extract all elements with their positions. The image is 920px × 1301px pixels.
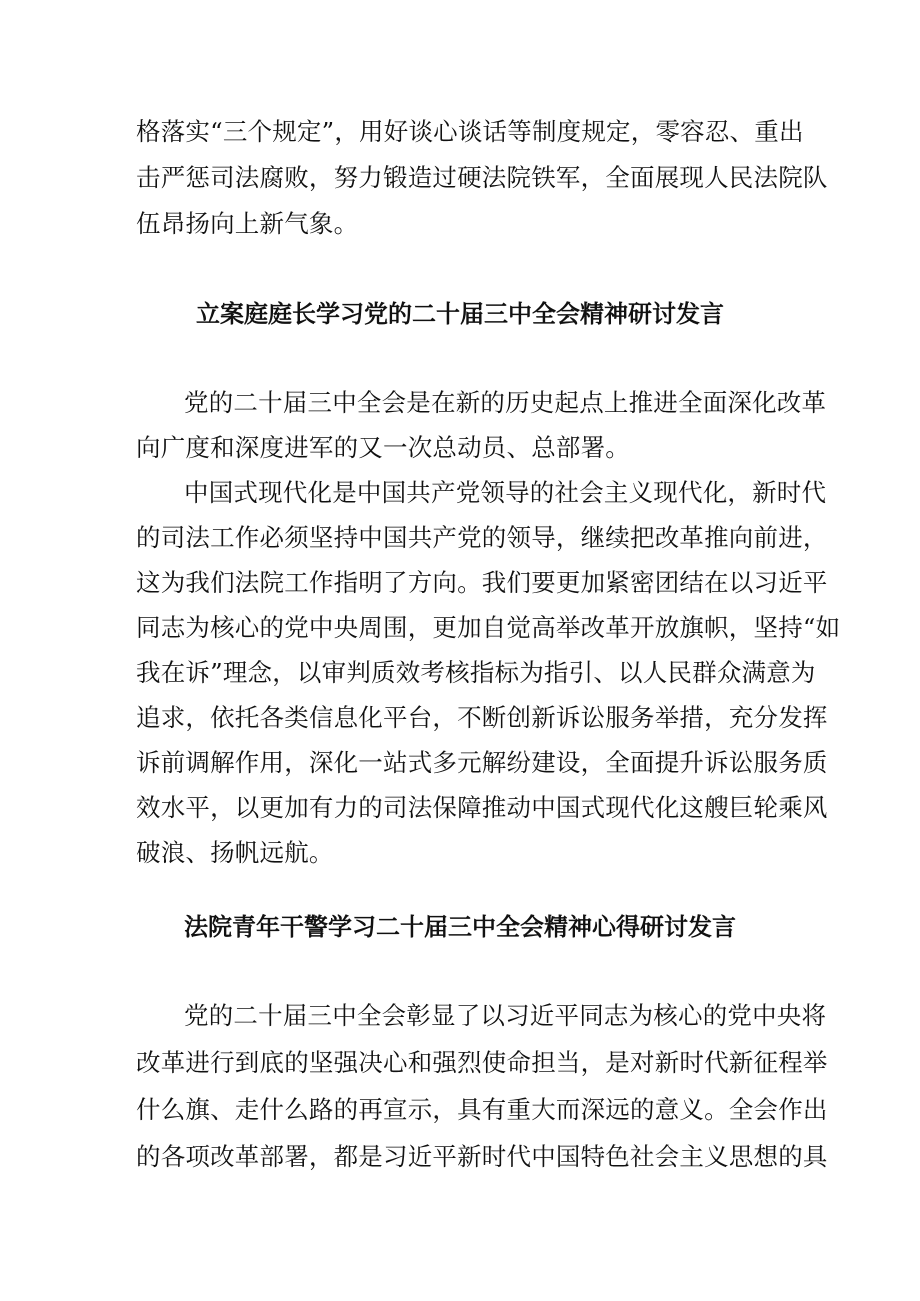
paragraph-line: 格落实“三个规定”，用好谈心谈话等制度规定，零容忍、重出 <box>136 117 804 146</box>
paragraph-line: 我在诉”理念，以审判质效考核指标为指引、以人民群众满意为 <box>136 658 816 687</box>
paragraph-line: 追求，依托各类信息化平台，不断创新诉讼服务举措，充分发挥 <box>136 703 828 732</box>
paragraph-line: 击严惩司法腐败，努力锻造过硬法院铁军，全面展现人民法院队 <box>136 163 828 192</box>
section-heading: 法院青年干警学习二十届三中全会精神心得研讨发言 <box>184 912 736 941</box>
paragraph-line: 破浪、扬帆远航。 <box>136 838 334 867</box>
paragraph-line: 什么旗、走什么路的再宣示，具有重大而深远的意义。全会作出 <box>136 1095 828 1124</box>
paragraph-line: 中国式现代化是中国共产党领导的社会主义现代化，新时代 <box>184 478 827 507</box>
paragraph-line: 党的二十届三中全会是在新的历史起点上推进全面深化改革 <box>184 388 827 417</box>
paragraph-line: 同志为核心的党中央周围，更加自觉高举改革开放旗帜，坚持“如 <box>136 613 841 642</box>
paragraph-line: 诉前调解作用，深化一站式多元解纷建设，全面提升诉讼服务质 <box>136 748 828 777</box>
paragraph-line: 向广度和深度进军的又一次总动员、总部署。 <box>136 433 630 462</box>
paragraph-line: 的各项改革部署，都是习近平新时代中国特色社会主义思想的具 <box>136 1142 828 1171</box>
paragraph-line: 的司法工作必须坚持中国共产党的领导，继续把改革推向前进， <box>136 523 828 552</box>
paragraph-line: 改革进行到底的坚强决心和强烈使命担当，是对新时代新征程举 <box>136 1048 828 1077</box>
paragraph-line: 这为我们法院工作指明了方向。我们要更加紧密团结在以习近平 <box>136 568 828 597</box>
paragraph-line: 党的二十届三中全会彰显了以习近平同志为核心的党中央将 <box>184 1001 827 1030</box>
paragraph-line: 伍昂扬向上新气象。 <box>136 209 359 238</box>
paragraph-line: 效水平，以更加有力的司法保障推动中国式现代化这艘巨轮乘风 <box>136 793 828 822</box>
section-heading: 立案庭庭长学习党的二十届三中全会精神研讨发言 <box>196 299 724 328</box>
